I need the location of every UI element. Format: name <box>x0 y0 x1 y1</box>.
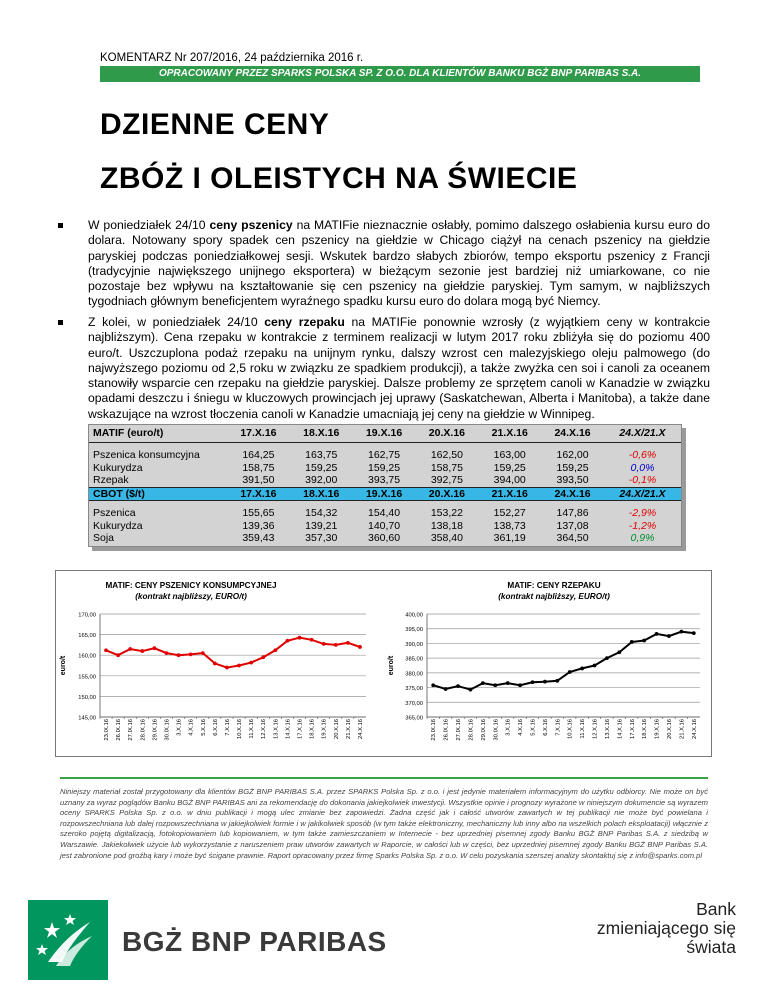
table-cell-change: 24.X/21.X <box>604 487 681 501</box>
bullet-bold: ceny pszenicy <box>209 218 293 232</box>
data-point <box>481 681 485 685</box>
data-point <box>104 648 108 652</box>
y-tick-label: 390,00 <box>405 641 423 648</box>
table-background <box>88 424 682 547</box>
table-header-row <box>89 425 681 443</box>
table-cell-price: 20.X.16 <box>415 425 478 443</box>
table-cell-price: 360,60 <box>368 532 401 544</box>
table-cell-price: 392,00 <box>305 474 338 486</box>
data-point <box>165 651 169 655</box>
table-cell-price: 364,50 <box>556 532 589 544</box>
y-tick-label: 365,00 <box>405 715 423 722</box>
data-point <box>655 632 659 636</box>
data-point <box>506 681 510 685</box>
data-point <box>322 642 326 646</box>
x-tick-label: 3.X.16 <box>505 719 512 736</box>
data-point <box>237 664 241 668</box>
table-cell-price: 391,50 <box>242 474 275 486</box>
chart-title: MATIF: CENY RZEPAKU <box>507 581 601 590</box>
table-cell-change: 0,9% <box>630 532 655 544</box>
x-tick-label: 27.IX.16 <box>456 719 463 741</box>
charts-svg <box>56 571 711 756</box>
bullet-text-start: W poniedziałek 24/10 <box>88 218 210 232</box>
y-tick-label: 145,00 <box>78 715 96 722</box>
table-cell-price: 20.X.16 <box>415 487 478 501</box>
data-point <box>568 670 572 674</box>
x-tick-label: 29.IX.16 <box>152 719 159 741</box>
table-cell-change: -1,2% <box>628 519 657 532</box>
tagline-line1: Bank <box>696 899 736 919</box>
table-cell-change: 24.X/21.X <box>604 425 681 443</box>
table-cell-price: 393,75 <box>368 474 401 486</box>
table-cell-price: 17.X.16 <box>227 425 290 443</box>
x-tick-label: 19.X.16 <box>654 719 661 739</box>
x-tick-label: 4.X.16 <box>518 719 525 736</box>
table-cell-price: 358,40 <box>430 532 463 544</box>
data-point <box>456 684 460 688</box>
bullet-marker <box>58 223 63 228</box>
series-line <box>106 638 360 668</box>
data-point <box>642 639 646 643</box>
table-cell-price: 159,25 <box>556 461 589 474</box>
data-point <box>273 648 277 652</box>
table-cell-price: 164,25 <box>242 449 275 461</box>
table-cell-price: 137,08 <box>556 519 589 532</box>
commentary-header: KOMENTARZ Nr 207/2016, 24 października 2016 r. <box>100 52 364 64</box>
data-point <box>346 641 350 645</box>
y-tick-label: 150,00 <box>78 694 96 701</box>
y-tick-label: 165,00 <box>78 633 96 640</box>
data-point <box>261 655 265 659</box>
table-cell-commodity: Rzepak <box>93 474 129 486</box>
data-point <box>201 651 205 655</box>
x-tick-label: 30.IX.16 <box>493 719 500 741</box>
table-cell-price: 18.X.16 <box>290 425 353 443</box>
table-cell-price: 394,00 <box>493 474 526 486</box>
y-tick-label: 170,00 <box>78 612 96 619</box>
data-point <box>140 649 144 653</box>
table-row <box>89 507 681 520</box>
table-cell-price: 158,75 <box>242 461 275 474</box>
table-cell-price: 393,50 <box>556 474 589 486</box>
table-cell-commodity: Kukurydza <box>93 461 143 474</box>
data-point <box>116 653 120 657</box>
table-cell-commodity: CBOT ($/t) <box>89 487 227 501</box>
data-point <box>593 664 597 668</box>
table-cell-price: 359,43 <box>242 532 275 544</box>
table-cell-price: 154,32 <box>305 507 338 519</box>
data-point <box>469 688 473 692</box>
data-point <box>249 661 253 665</box>
footer-divider <box>60 777 708 779</box>
x-tick-label: 20.X.16 <box>666 719 673 739</box>
table-cell-price: 147,86 <box>556 507 589 519</box>
charts-panel <box>55 570 712 757</box>
data-point <box>555 679 559 683</box>
y-tick-label: 155,00 <box>78 674 96 681</box>
table-cell-price: 162,00 <box>556 449 589 461</box>
x-tick-label: 14.X.16 <box>285 719 292 739</box>
data-point <box>334 643 338 647</box>
x-tick-label: 23.IX.16 <box>431 719 438 741</box>
bullet-text-end: na MATIFie ponownie wzrosły (z wyjątkiem ceny w kontrakcie najbliższym). Cena rzepaku w kontrakcie z terminem realizacji w lutym 2017 roku zbliżyła się do poziomu 400 euro/t. Uszczuplona podaż rzepaku na unijnym rynku, dalszy wzrost cen malezyjskiego oleju palmowego (do najwyższego poziomu od 2,5 roku w związku ze spadkiem produkcji), a także zwyżka cen soi i canoli za oceanem stanowiły wsparcie cen rzepaku na giełdzie paryskiej. Dalsze problemy ze sprzętem canoli w Kanadzie w związku opadami deszczu i śniegu w kluczowych prowincjach jej uprawy (Saskatchewan, Alberta i Manitoba), a także dane wskazujące na wzrost tłoczenia canoli w Kanadzie umacniają jej ceny na giełdzie w Winnipeg. <box>88 315 711 421</box>
x-tick-label: 24.X.16 <box>357 719 364 739</box>
table-cell-price: 163,75 <box>305 449 338 461</box>
bullet-text-end: na MATIFie nieznacznie osłabły, pomimo dalszego osłabienia kursu euro do dolara. Notowany spory spadek cen pszenicy na giełdzie w Chicago ciążył na cenach pszenicy na giełdzie paryskiej podczas poniedziałkowej sesji. Wskutek bardzo słabych zbiorów, tempo eksportu pszenicy z Francji (tradycyjnie największego unijnego eksportera) w bieżącym sezonie jest bardziej niż umiarkowane, co nie pozostaje bez wpływu na kształtowanie się cen pszenicy na giełdzie paryskiej. Tym samym, w najbliższych tygodniach głównym beneficjentem wyraźnego spadku kursu euro do dolara mogą być Niemcy. <box>88 218 710 309</box>
table-cell-price: 153,22 <box>430 507 463 519</box>
x-tick-label: 4.X.16 <box>188 719 195 736</box>
table-cell-price: 152,27 <box>493 507 526 519</box>
table-cell-price: 21.X.16 <box>478 487 541 501</box>
x-tick-label: 10.X.16 <box>237 719 244 739</box>
data-point <box>531 680 535 684</box>
table-cell-price: 140,70 <box>368 519 401 532</box>
table-cell-price: 138,73 <box>493 519 526 532</box>
data-point <box>298 636 302 640</box>
x-tick-label: 13.X.16 <box>604 719 611 739</box>
x-tick-label: 7.X.16 <box>555 719 562 736</box>
x-tick-label: 12.X.16 <box>261 719 268 739</box>
page-title-line1: DZIENNE CENY <box>100 108 330 141</box>
table-cell-change: -0,1% <box>628 474 657 486</box>
bullet-text-start: Z kolei, w poniedziałek 24/10 <box>88 315 265 329</box>
data-point <box>153 646 157 650</box>
table-cell-price: 392,75 <box>430 474 463 486</box>
table-cell-change: -0,6% <box>628 449 657 461</box>
prepared-by-banner: OPRACOWANY PRZEZ SPARKS POLSKA SP. Z O.O. DLA KLIENTÓW BANKU BGŻ BNP PARIBAS S.A. <box>100 66 700 82</box>
data-point <box>444 687 448 691</box>
brand-name: BGŻ BNP PARIBAS <box>122 926 387 957</box>
y-tick-label: 380,00 <box>405 671 423 678</box>
x-tick-label: 28.IX.16 <box>140 719 147 741</box>
table-row <box>89 532 681 545</box>
table-cell-commodity: MATIF (euro/t) <box>89 425 227 443</box>
bank-tagline <box>597 900 736 957</box>
bullet-bold: ceny rzepaku <box>264 315 345 329</box>
x-tick-label: 21.X.16 <box>345 719 352 739</box>
data-point <box>310 638 314 642</box>
x-tick-label: 23.IX.16 <box>104 719 111 741</box>
data-point <box>580 667 584 671</box>
table-cell-price: 357,30 <box>305 532 338 544</box>
table-cell-price: 24.X.16 <box>541 425 604 443</box>
table-header-row <box>89 487 681 501</box>
table-cell-price: 139,21 <box>305 519 338 532</box>
data-point <box>431 683 435 687</box>
chart-subtitle: (kontrakt najbliższy, EURO/t) <box>135 592 247 601</box>
x-tick-label: 30.IX.16 <box>164 719 171 741</box>
table-cell-price: 17.X.16 <box>227 487 290 501</box>
data-point <box>286 639 290 643</box>
x-tick-label: 13.X.16 <box>273 719 280 739</box>
x-tick-label: 3.X.16 <box>176 719 183 736</box>
bullet-wheat <box>60 218 710 310</box>
x-tick-label: 6.X.16 <box>212 719 219 736</box>
y-tick-label: 160,00 <box>78 653 96 660</box>
x-tick-label: 14.X.16 <box>617 719 624 739</box>
table-cell-price: 163,00 <box>493 449 526 461</box>
x-tick-label: 6.X.16 <box>542 719 549 736</box>
x-tick-label: 27.IX.16 <box>128 719 135 741</box>
table-cell-commodity: Soja <box>93 532 115 544</box>
table-cell-price: 159,25 <box>368 461 401 474</box>
bgz-bnp-paribas-logo-icon <box>28 900 108 980</box>
table-cell-price: 155,65 <box>242 507 275 519</box>
page-title-line2: ZBÓŻ I OLEISTYCH NA ŚWIECIE <box>100 162 578 195</box>
table-cell-price: 139,36 <box>242 519 275 532</box>
data-point <box>605 656 609 660</box>
y-tick-label: 385,00 <box>405 656 423 663</box>
data-point <box>692 631 696 635</box>
tagline-line3: świata <box>686 937 736 957</box>
table-cell-price: 18.X.16 <box>290 487 353 501</box>
x-tick-label: 26.IX.16 <box>443 719 450 741</box>
table-cell-price: 154,40 <box>368 507 401 519</box>
x-tick-label: 18.X.16 <box>309 719 316 739</box>
data-point <box>225 666 229 670</box>
bullet-rapeseed <box>60 315 710 422</box>
data-point <box>213 662 217 666</box>
price-table-grid <box>89 425 681 545</box>
y-axis-label: euro/t <box>388 655 395 676</box>
x-tick-label: 28.IX.16 <box>468 719 475 741</box>
table-cell-price: 162,75 <box>368 449 401 461</box>
table-row <box>89 520 681 533</box>
tagline-line2: zmieniającego się <box>596 918 736 938</box>
table-cell-price: 19.X.16 <box>353 487 416 501</box>
table-row <box>89 474 681 487</box>
bullet-marker <box>58 320 63 325</box>
table-row <box>89 462 681 475</box>
table-cell-price: 159,25 <box>493 461 526 474</box>
x-tick-label: 5.X.16 <box>200 719 207 736</box>
chart-subtitle: (kontrakt najbliższy, EURO/t) <box>498 592 610 601</box>
table-cell-price: 21.X.16 <box>478 425 541 443</box>
x-tick-label: 7.X.16 <box>224 719 231 736</box>
table-cell-commodity: Pszenica <box>93 507 136 519</box>
table-cell-price: 361,19 <box>493 532 526 544</box>
series-line <box>433 632 694 690</box>
x-tick-label: 20.X.16 <box>333 719 340 739</box>
table-cell-price: 158,75 <box>430 461 463 474</box>
table-cell-price: 138,18 <box>430 519 463 532</box>
x-tick-label: 5.X.16 <box>530 719 537 736</box>
data-point <box>617 650 621 654</box>
y-tick-label: 370,00 <box>405 700 423 707</box>
table-row <box>89 449 681 462</box>
y-tick-label: 395,00 <box>405 627 423 634</box>
data-point <box>667 634 671 638</box>
table-cell-price: 24.X.16 <box>541 487 604 501</box>
data-point <box>679 630 683 634</box>
data-point <box>543 680 547 684</box>
data-point <box>518 683 522 687</box>
table-cell-commodity: Kukurydza <box>93 519 143 532</box>
x-tick-label: 18.X.16 <box>642 719 649 739</box>
x-tick-label: 17.X.16 <box>297 719 304 739</box>
data-point <box>493 683 497 687</box>
x-tick-label: 10.X.16 <box>567 719 574 739</box>
x-tick-label: 21.X.16 <box>679 719 686 739</box>
data-point <box>177 653 181 657</box>
y-tick-label: 375,00 <box>405 686 423 693</box>
disclaimer-text: Niniejszy materiał został przygotowany dla klientów BGŻ BNP PARIBAS S.A. przez SPARKS Polska Sp. z o.o. i jest jedynie materiałem informacyjnym do użytku odbiorcy. Nie może on być uznany za wyraz poglądów Banku BGŻ BNP PARIBAS ani za rekomendację do dokonania jakiejkolwiek inwestycji. Wszystkie opinie i prognozy wyrażone w niniejszym dokumencie są wyrazem oceny SPARKS Polska Sp. z o.o. w dniu publikacji i mogą ulec zmianie bez zapowiedzi. Żadna część jak i całość utworów zawartych w tej publikacji nie może być powielana i rozpowszechniana lub dalej rozpowszechniana w jakiejkolwiek formie i w jakikolwiek sposób (w tym także elektroniczny, mechaniczny lub inny albo na wszelkich polach eksploatacji) włącznie z szeroko pojętą digitalizacją, fotokopiowaniem lub kopiowaniem, w tym także zamieszczaniem w Internecie - bez uprzedniej pisemnej zgody Banku BGŻ BNP Paribas S.A. z siedzibą w Warszawie. Jakiekolwiek użycie lub wykorzystanie z naruszeniem praw utworów zawartych w Raporcie, w całości lub w części, bez uprzedniej pisemnej zgody Banku BGŻ BNP Paribas S.A. jest zabronione pod groźbą kary i może być ścigane prawnie. Raport opracowany przez firmę Sparks Polska Sp. z o.o. W celu pozyskania szerszej analizy skontaktuj się z info@sparks.com.pl <box>60 787 708 860</box>
data-point <box>128 647 132 651</box>
x-tick-label: 11.X.16 <box>580 719 587 739</box>
data-point <box>630 640 634 644</box>
x-tick-label: 29.IX.16 <box>480 719 487 741</box>
table-cell-commodity: Pszenica konsumcyjna <box>93 449 200 461</box>
x-tick-label: 26.IX.16 <box>116 719 123 741</box>
table-cell-price: 159,25 <box>305 461 338 474</box>
table-cell-change: -2,9% <box>628 507 657 519</box>
x-tick-label: 12.X.16 <box>592 719 599 739</box>
x-tick-label: 17.X.16 <box>629 719 636 739</box>
x-tick-label: 19.X.16 <box>321 719 328 739</box>
bullet-text <box>88 315 710 422</box>
table-cell-price: 19.X.16 <box>353 425 416 443</box>
y-axis-label: euro/t <box>60 655 67 676</box>
price-table <box>88 424 682 547</box>
data-point <box>358 645 362 649</box>
bullet-text <box>88 218 710 310</box>
x-tick-label: 11.X.16 <box>249 719 256 739</box>
table-cell-change: 0,0% <box>630 461 655 474</box>
x-tick-label: 24.X.16 <box>691 719 698 739</box>
chart-title: MATIF: CENY PSZENICY KONSUMPCYJNEJ <box>105 581 277 590</box>
data-point <box>189 652 193 656</box>
table-cell-price: 162,50 <box>430 449 463 461</box>
y-tick-label: 400,00 <box>405 612 423 619</box>
